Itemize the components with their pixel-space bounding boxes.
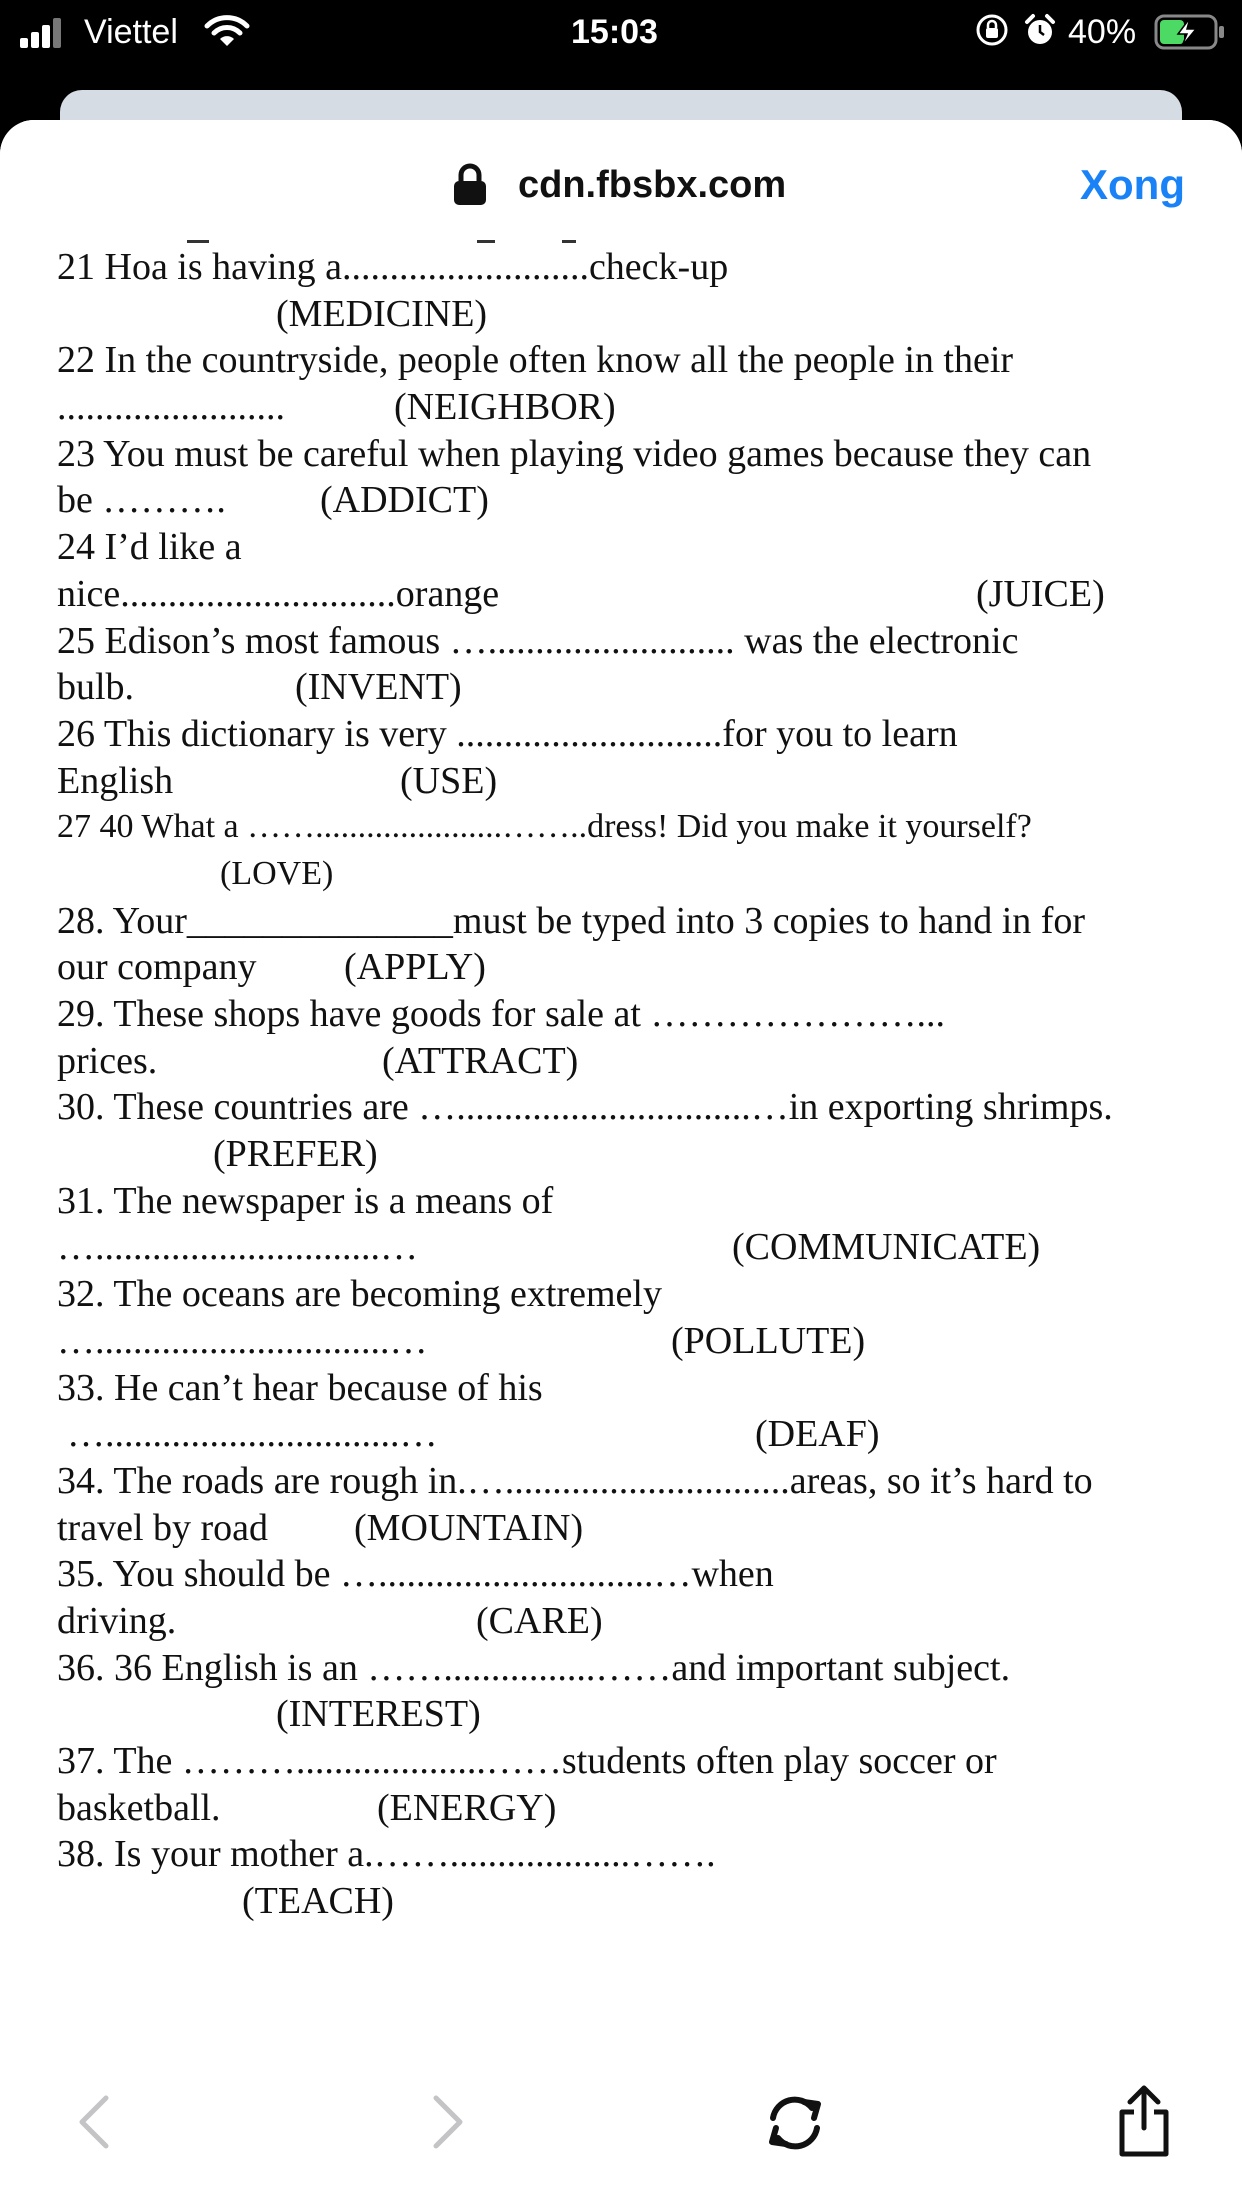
list-item: 29. These shops have goods for sale at …………………... [57,993,945,1035]
share-icon[interactable] [1116,2082,1172,2163]
rotation-lock-icon [974,12,1010,53]
list-item: …...............................… (DEAF) [67,1413,880,1456]
browser-toolbar [0,2040,1242,2208]
list-item: be ………. (ADDICT) [57,479,489,522]
list-item: 37. The ………....................……students often play soccer or [57,1740,997,1782]
list-item: bulb. (INVENT) [57,666,462,709]
list-item: …..............................… (COMMUNICATE) [57,1226,1041,1269]
list-item: English (USE) [57,759,498,802]
list-item: 27 40 What a ……......................……..dress! Did you make it yourself? [57,808,1032,846]
list-item: 21 Hoa is having a..........................check-up [57,246,729,288]
lock-icon [452,162,488,211]
list-item: (TEACH) [242,1880,394,1923]
list-item: (INTEREST) [276,1693,481,1736]
wifi-icon [204,14,250,53]
alarm-icon [1022,12,1058,53]
list-item: travel by road (MOUNTAIN) [57,1506,584,1549]
reload-icon[interactable] [760,2092,830,2159]
carrier-name: Viettel [84,13,178,51]
list-item: 25 Edison’s most famous ….......................... was the electronic [57,619,1019,662]
list-item: 33. He can’t hear because of his [57,1366,543,1409]
clock: 15:03 [571,13,658,51]
status-bar [0,0,1242,90]
back-icon[interactable] [74,2094,114,2155]
list-item: (MEDICINE) [276,292,488,335]
list-item: 23 You must be careful when playing video games because they can [57,432,1092,475]
list-item: 36. 36 English is an ……................……and important subject. [57,1646,1011,1689]
browser-sheet [0,120,1242,2208]
list-item: 24 I’d like a [57,526,242,569]
list-item: 38. Is your mother a.……...................……. [57,1833,716,1876]
list-item: (PREFER) [213,1133,378,1176]
address-bar[interactable] [0,120,1242,240]
list-item: basketball. (ENERGY) [57,1786,557,1829]
list-item: ........................ (NEIGHBOR) [57,386,616,429]
battery-percent: 40% [1068,13,1137,51]
list-item: 28. Your______________must be typed into 3 copies to hand in for [57,899,1086,942]
list-item: 35. You should be ….............................…when [57,1553,774,1596]
list-item: …...............................… (POLLUTE) [57,1319,866,1362]
exercise-document [57,244,1217,1925]
list-item: our company (APPLY) [57,946,486,989]
list-item: 22 In the countryside, people often know all the people in their [57,339,1014,382]
list-item: 31. The newspaper is a means of [57,1179,554,1222]
list-item: 30. These countries are …...............................…in exporting shrimps. [57,1086,1113,1129]
list-item: prices. (ATTRACT) [57,1039,579,1082]
list-item: driving. (CARE) [57,1599,603,1642]
done-button[interactable]: Xong [1080,161,1185,208]
list-item: 32. The oceans are becoming extremely [57,1273,662,1316]
list-item: (LOVE) [220,854,334,892]
forward-icon[interactable] [428,2094,468,2155]
battery-charging-icon [1154,14,1228,55]
url-text: cdn.fbsbx.com [518,164,787,206]
list-item: 34. The roads are rough in.…..............................areas, so it’s hard to [57,1459,1093,1502]
signal-icon [20,18,64,48]
list-item: 26 This dictionary is very ............................for you to learn [57,712,958,755]
list-item: nice.............................orange (JUICE) [57,572,1105,615]
